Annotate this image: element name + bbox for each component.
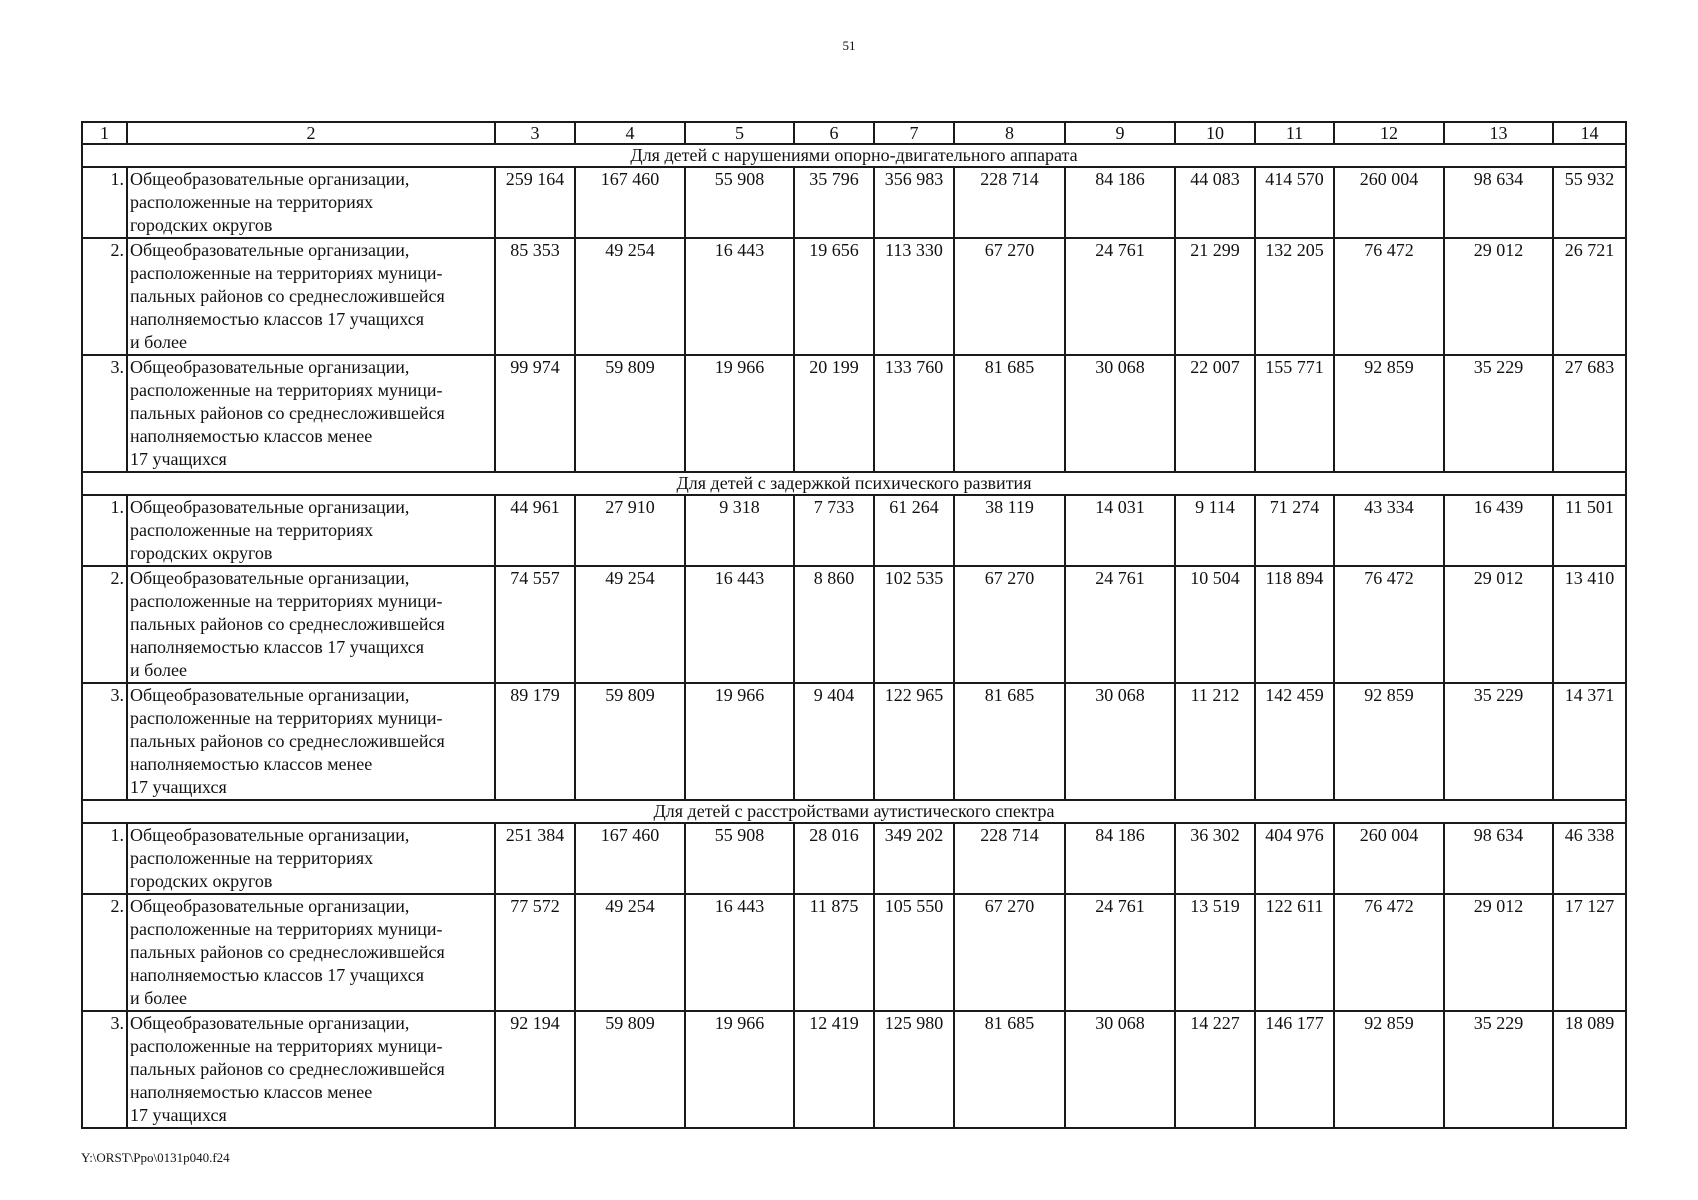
name-line: расположенные на территориях муници-	[130, 708, 443, 728]
value-cell: 71 274	[1255, 495, 1334, 566]
name-line: расположенные на территориях	[130, 520, 374, 540]
value-cell: 14 227	[1175, 1011, 1255, 1128]
name-line: Общеобразовательные организации,	[130, 497, 410, 517]
value-cell: 67 270	[954, 238, 1065, 355]
value-cell: 9 404	[794, 683, 874, 800]
section-title: Для детей с задержкой психического развития	[82, 472, 1626, 495]
value-cell: 125 980	[874, 1011, 954, 1128]
value-cell: 76 472	[1334, 238, 1444, 355]
name-line: наполняемостью классов 17 учащихся	[130, 637, 424, 657]
value-cell: 30 068	[1065, 683, 1175, 800]
organization-name	[127, 894, 495, 1011]
column-header: 3	[495, 122, 575, 144]
column-header: 7	[874, 122, 954, 144]
value-cell: 122 611	[1255, 894, 1334, 1011]
name-line: городских округов	[130, 543, 273, 563]
value-cell: 85 353	[495, 238, 575, 355]
value-cell: 76 472	[1334, 894, 1444, 1011]
value-cell: 260 004	[1334, 823, 1444, 894]
value-cell: 26 721	[1553, 238, 1626, 355]
value-cell: 84 186	[1065, 823, 1175, 894]
column-header: 4	[575, 122, 685, 144]
name-line: расположенные на территориях муници-	[130, 380, 443, 400]
value-cell: 14 371	[1553, 683, 1626, 800]
name-line: расположенные на территориях муници-	[130, 919, 443, 939]
column-header: 8	[954, 122, 1065, 144]
name-line: наполняемостью классов 17 учащихся	[130, 309, 424, 329]
value-cell: 49 254	[575, 894, 685, 1011]
value-cell: 228 714	[954, 823, 1065, 894]
value-cell: 46 338	[1553, 823, 1626, 894]
value-cell: 24 761	[1065, 894, 1175, 1011]
name-line: и более	[130, 988, 188, 1008]
name-line: расположенные на территориях	[130, 192, 374, 212]
value-cell: 59 809	[575, 355, 685, 472]
value-cell: 67 270	[954, 566, 1065, 683]
name-line: Общеобразовательные организации,	[130, 896, 410, 916]
value-cell: 29 012	[1444, 566, 1553, 683]
name-line: городских округов	[130, 215, 273, 235]
row-number: 2.	[82, 238, 127, 355]
page-number: 51	[842, 38, 856, 53]
header-row	[82, 122, 1626, 144]
value-cell: 19 966	[685, 355, 794, 472]
value-cell: 122 965	[874, 683, 954, 800]
name-line: городских округов	[130, 871, 273, 891]
column-header: 14	[1553, 122, 1626, 144]
table-row	[82, 238, 1626, 355]
name-line: Общеобразовательные организации,	[130, 685, 410, 705]
value-cell: 167 460	[575, 823, 685, 894]
value-cell: 92 859	[1334, 683, 1444, 800]
name-line: Общеобразовательные организации,	[130, 825, 410, 845]
row-number: 2.	[82, 894, 127, 1011]
value-cell: 19 966	[685, 683, 794, 800]
name-line: Общеобразовательные организации,	[130, 240, 410, 260]
organization-name	[127, 566, 495, 683]
table-row	[82, 167, 1626, 238]
value-cell: 142 459	[1255, 683, 1334, 800]
name-line: пальных районов со среднесложившейся	[130, 942, 445, 962]
table-row	[82, 566, 1626, 683]
value-cell: 105 550	[874, 894, 954, 1011]
value-cell: 16 443	[685, 238, 794, 355]
table-row	[82, 894, 1626, 1011]
name-line: расположенные на территориях	[130, 848, 374, 868]
value-cell: 67 270	[954, 894, 1065, 1011]
column-header: 11	[1255, 122, 1334, 144]
value-cell: 10 504	[1175, 566, 1255, 683]
value-cell: 22 007	[1175, 355, 1255, 472]
value-cell: 27 683	[1553, 355, 1626, 472]
value-cell: 55 932	[1553, 167, 1626, 238]
value-cell: 59 809	[575, 1011, 685, 1128]
value-cell: 20 199	[794, 355, 874, 472]
value-cell: 21 299	[1175, 238, 1255, 355]
value-cell: 8 860	[794, 566, 874, 683]
column-header: 1	[82, 122, 127, 144]
name-line: Общеобразовательные организации,	[130, 357, 410, 377]
value-cell: 18 089	[1553, 1011, 1626, 1128]
value-cell: 17 127	[1553, 894, 1626, 1011]
name-line: наполняемостью классов 17 учащихся	[130, 965, 424, 985]
section-row	[82, 144, 1626, 167]
name-line: расположенные на территориях муници-	[130, 591, 443, 611]
row-number: 3.	[82, 355, 127, 472]
name-line: пальных районов со среднесложившейся	[130, 286, 445, 306]
value-cell: 30 068	[1065, 1011, 1175, 1128]
value-cell: 28 016	[794, 823, 874, 894]
value-cell: 92 194	[495, 1011, 575, 1128]
value-cell: 76 472	[1334, 566, 1444, 683]
column-header: 12	[1334, 122, 1444, 144]
value-cell: 49 254	[575, 238, 685, 355]
name-line: пальных районов со среднесложившейся	[130, 614, 445, 634]
row-number: 1.	[82, 495, 127, 566]
table-row	[82, 823, 1626, 894]
value-cell: 55 908	[685, 167, 794, 238]
organization-name	[127, 238, 495, 355]
value-cell: 414 570	[1255, 167, 1334, 238]
value-cell: 102 535	[874, 566, 954, 683]
value-cell: 11 875	[794, 894, 874, 1011]
value-cell: 13 519	[1175, 894, 1255, 1011]
name-line: наполняемостью классов менее	[130, 426, 373, 446]
value-cell: 92 859	[1334, 355, 1444, 472]
row-number: 3.	[82, 683, 127, 800]
value-cell: 16 439	[1444, 495, 1553, 566]
value-cell: 356 983	[874, 167, 954, 238]
value-cell: 9 114	[1175, 495, 1255, 566]
table-row	[82, 495, 1626, 566]
organization-name	[127, 683, 495, 800]
organization-name	[127, 823, 495, 894]
value-cell: 59 809	[575, 683, 685, 800]
value-cell: 44 961	[495, 495, 575, 566]
organization-name	[127, 167, 495, 238]
name-line: наполняемостью классов менее	[130, 754, 373, 774]
value-cell: 81 685	[954, 355, 1065, 472]
value-cell: 9 318	[685, 495, 794, 566]
name-line: и более	[130, 332, 188, 352]
file-path-footer: Y:\ORST\Ppo\0131p040.f24	[81, 1150, 230, 1165]
value-cell: 24 761	[1065, 566, 1175, 683]
column-header: 6	[794, 122, 874, 144]
value-cell: 16 443	[685, 894, 794, 1011]
column-header: 13	[1444, 122, 1553, 144]
section-title: Для детей с расстройствами аутистического спектра	[82, 800, 1626, 823]
column-header: 2	[127, 122, 495, 144]
value-cell: 11 212	[1175, 683, 1255, 800]
value-cell: 27 910	[575, 495, 685, 566]
name-line: пальных районов со среднесложившейся	[130, 403, 445, 423]
organization-name	[127, 495, 495, 566]
name-line: и более	[130, 660, 188, 680]
organization-name	[127, 355, 495, 472]
value-cell: 113 330	[874, 238, 954, 355]
value-cell: 35 229	[1444, 683, 1553, 800]
value-cell: 404 976	[1255, 823, 1334, 894]
value-cell: 118 894	[1255, 566, 1334, 683]
name-line: наполняемостью классов менее	[130, 1082, 373, 1102]
value-cell: 44 083	[1175, 167, 1255, 238]
value-cell: 133 760	[874, 355, 954, 472]
value-cell: 89 179	[495, 683, 575, 800]
value-cell: 35 229	[1444, 1011, 1553, 1128]
column-header: 9	[1065, 122, 1175, 144]
section-row	[82, 800, 1626, 823]
value-cell: 24 761	[1065, 238, 1175, 355]
column-header: 5	[685, 122, 794, 144]
column-header: 10	[1175, 122, 1255, 144]
value-cell: 55 908	[685, 823, 794, 894]
value-cell: 146 177	[1255, 1011, 1334, 1128]
row-number: 3.	[82, 1011, 127, 1128]
name-line: Общеобразовательные организации,	[130, 169, 410, 189]
value-cell: 167 460	[575, 167, 685, 238]
value-cell: 16 443	[685, 566, 794, 683]
value-cell: 349 202	[874, 823, 954, 894]
name-line: 17 учащихся	[130, 449, 227, 469]
value-cell: 13 410	[1553, 566, 1626, 683]
value-cell: 84 186	[1065, 167, 1175, 238]
value-cell: 38 119	[954, 495, 1065, 566]
value-cell: 29 012	[1444, 894, 1553, 1011]
section-row	[82, 472, 1626, 495]
value-cell: 74 557	[495, 566, 575, 683]
row-number: 1.	[82, 167, 127, 238]
value-cell: 12 419	[794, 1011, 874, 1128]
value-cell: 259 164	[495, 167, 575, 238]
name-line: 17 учащихся	[130, 1105, 227, 1125]
name-line: пальных районов со среднесложившейся	[130, 731, 445, 751]
value-cell: 98 634	[1444, 823, 1553, 894]
value-cell: 29 012	[1444, 238, 1553, 355]
value-cell: 35 229	[1444, 355, 1553, 472]
value-cell: 81 685	[954, 1011, 1065, 1128]
value-cell: 36 302	[1175, 823, 1255, 894]
section-title: Для детей с нарушениями опорно-двигательного аппарата	[82, 144, 1626, 167]
value-cell: 99 974	[495, 355, 575, 472]
name-line: расположенные на территориях муници-	[130, 1036, 443, 1056]
value-cell: 155 771	[1255, 355, 1334, 472]
value-cell: 30 068	[1065, 355, 1175, 472]
value-cell: 260 004	[1334, 167, 1444, 238]
value-cell: 7 733	[794, 495, 874, 566]
value-cell: 132 205	[1255, 238, 1334, 355]
table-row	[82, 1011, 1626, 1128]
name-line: Общеобразовательные организации,	[130, 1013, 410, 1033]
value-cell: 228 714	[954, 167, 1065, 238]
table-row	[82, 683, 1626, 800]
name-line: пальных районов со среднесложившейся	[130, 1059, 445, 1079]
value-cell: 19 966	[685, 1011, 794, 1128]
value-cell: 81 685	[954, 683, 1065, 800]
value-cell: 251 384	[495, 823, 575, 894]
row-number: 1.	[82, 823, 127, 894]
value-cell: 11 501	[1553, 495, 1626, 566]
value-cell: 77 572	[495, 894, 575, 1011]
data-table	[81, 121, 1627, 1129]
name-line: расположенные на территориях муници-	[130, 263, 443, 283]
row-number: 2.	[82, 566, 127, 683]
value-cell: 14 031	[1065, 495, 1175, 566]
value-cell: 98 634	[1444, 167, 1553, 238]
value-cell: 92 859	[1334, 1011, 1444, 1128]
name-line: 17 учащихся	[130, 777, 227, 797]
organization-name	[127, 1011, 495, 1128]
value-cell: 43 334	[1334, 495, 1444, 566]
value-cell: 35 796	[794, 167, 874, 238]
value-cell: 49 254	[575, 566, 685, 683]
value-cell: 61 264	[874, 495, 954, 566]
name-line: Общеобразовательные организации,	[130, 568, 410, 588]
value-cell: 19 656	[794, 238, 874, 355]
table-row	[82, 355, 1626, 472]
